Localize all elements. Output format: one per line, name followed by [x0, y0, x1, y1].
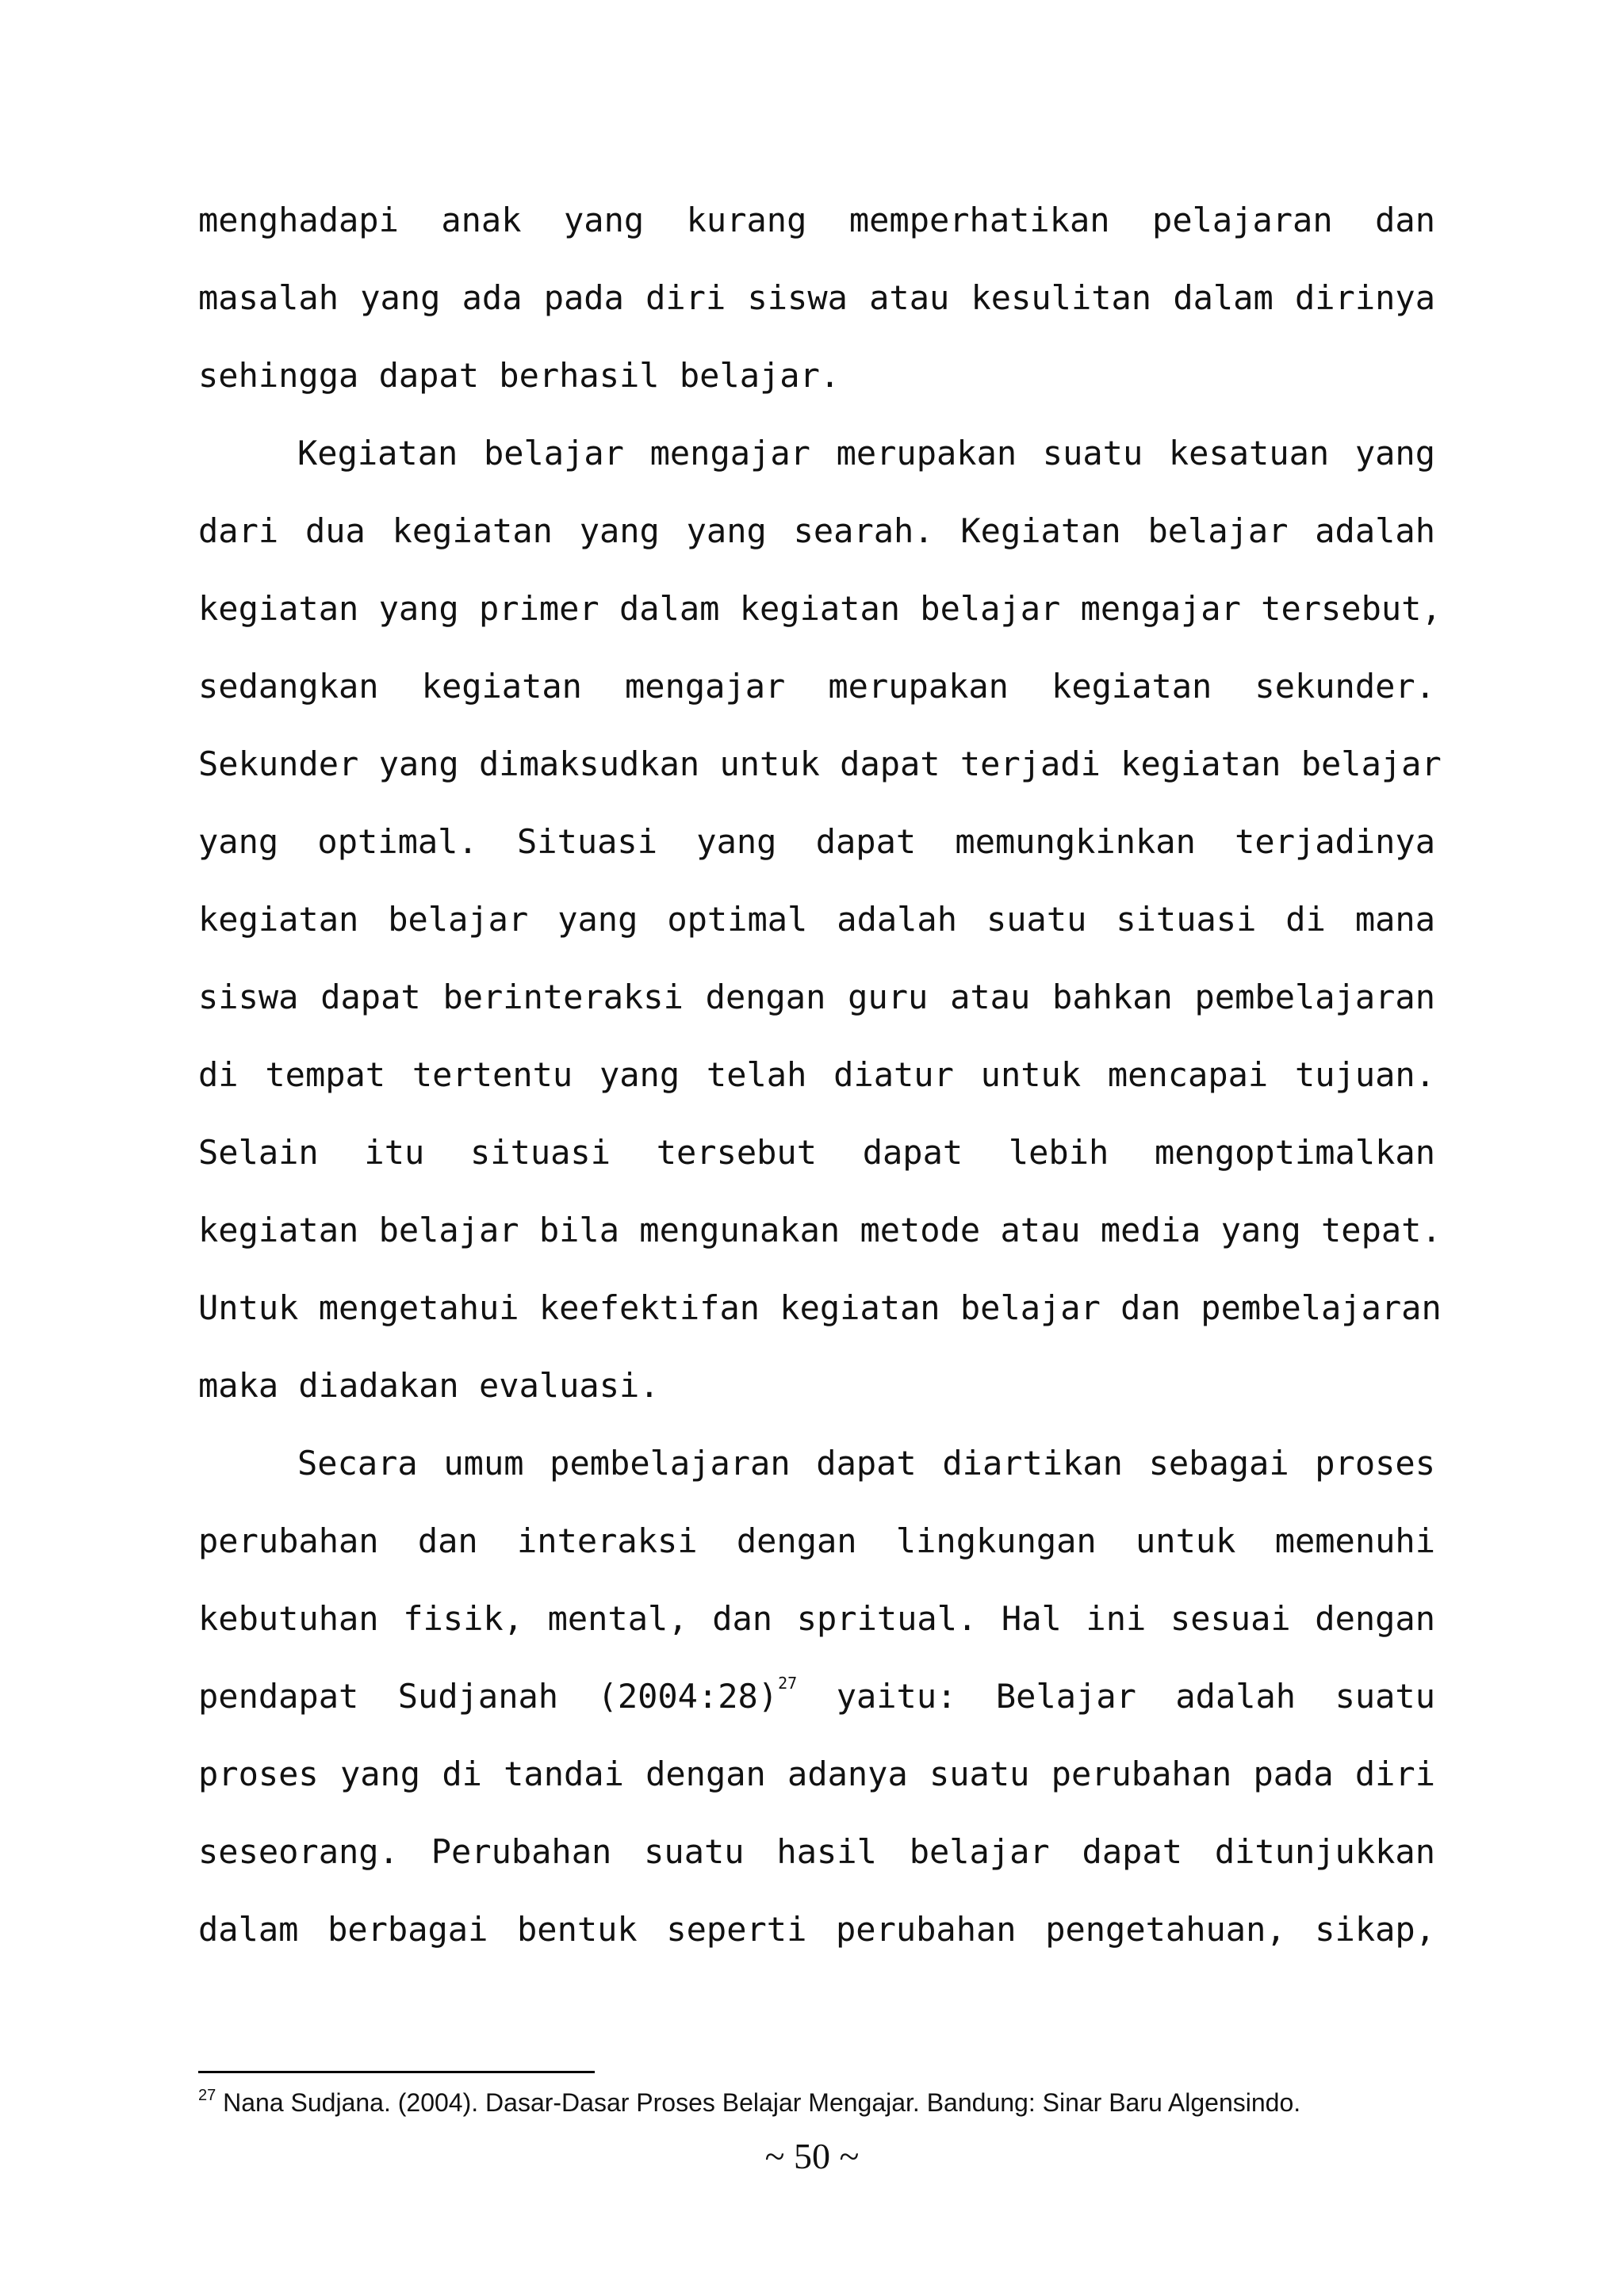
- paragraph-first-line: Secara umum pembelajaran dapat diartikan sebagai proses: [297, 1444, 1435, 1483]
- citation-continuation: yaitu: Belajar adalah suatu: [797, 1677, 1436, 1716]
- text-line: sehingga dapat berhasil belajar.: [198, 356, 841, 395]
- text-line: seseorang. Perubahan suatu hasil belajar dapat ditunjukkan: [198, 1832, 1435, 1871]
- text-line: di tempat tertentu yang telah diatur untuk mencapai tujuan.: [198, 1055, 1435, 1094]
- text-line: Untuk mengetahui keefektifan kegiatan belajar dan pembelajaran: [198, 1288, 1442, 1327]
- citation-text: pendapat Sudjanah (2004:28): [198, 1677, 779, 1716]
- page-number: ~ 50 ~: [764, 2136, 860, 2176]
- text-line: kegiatan yang primer dalam kegiatan belajar mengajar tersebut,: [198, 589, 1442, 628]
- text-line: sedangkan kegiatan mengajar merupakan kegiatan sekunder.: [198, 667, 1435, 706]
- text-line: menghadapi anak yang kurang memperhatikan pelajaran dan: [198, 201, 1435, 239]
- text-line: maka diadakan evaluasi.: [198, 1366, 660, 1405]
- text-line: yang optimal. Situasi yang dapat memungkinkan terjadinya: [198, 822, 1435, 861]
- footnote-reference: 27: [778, 1674, 798, 1693]
- text-line: perubahan dan interaksi dengan lingkungan untuk memenuhi: [198, 1521, 1435, 1560]
- text-line: masalah yang ada pada diri siswa atau kesulitan dalam dirinya: [198, 278, 1435, 317]
- footnote-marker: 27: [198, 2087, 216, 2104]
- text-line: Selain itu situasi tersebut dapat lebih mengoptimalkan: [198, 1133, 1435, 1172]
- text-line: proses yang di tandai dengan adanya suatu perubahan pada diri: [198, 1755, 1435, 1793]
- text-line: dari dua kegiatan yang yang searah. Kegiatan belajar adalah: [198, 511, 1435, 550]
- footnote: [198, 2085, 1467, 2120]
- footnote-divider: [198, 2071, 595, 2073]
- footnote-text: Nana Sudjana. (2004). Dasar-Dasar Proses Belajar Mengajar. Bandung: Sinar Baru Algensindo.: [216, 2088, 1301, 2117]
- citation-line: [198, 1665, 1435, 1728]
- text-line: siswa dapat berinteraksi dengan guru atau bahkan pembelajaran: [198, 978, 1435, 1016]
- paragraph-first-line: Kegiatan belajar mengajar merupakan suatu kesatuan yang: [297, 434, 1435, 473]
- text-line: dalam berbagai bentuk seperti perubahan pengetahuan, sikap,: [198, 1910, 1435, 1949]
- text-line: kegiatan belajar bila mengunakan metode atau media yang tepat.: [198, 1211, 1442, 1249]
- text-line: kebutuhan fisik, mental, dan spritual. Hal ini sesuai dengan: [198, 1599, 1435, 1638]
- text-line: kegiatan belajar yang optimal adalah suatu situasi di mana: [198, 900, 1435, 939]
- text-line: Sekunder yang dimaksudkan untuk dapat terjadi kegiatan belajar: [198, 744, 1442, 783]
